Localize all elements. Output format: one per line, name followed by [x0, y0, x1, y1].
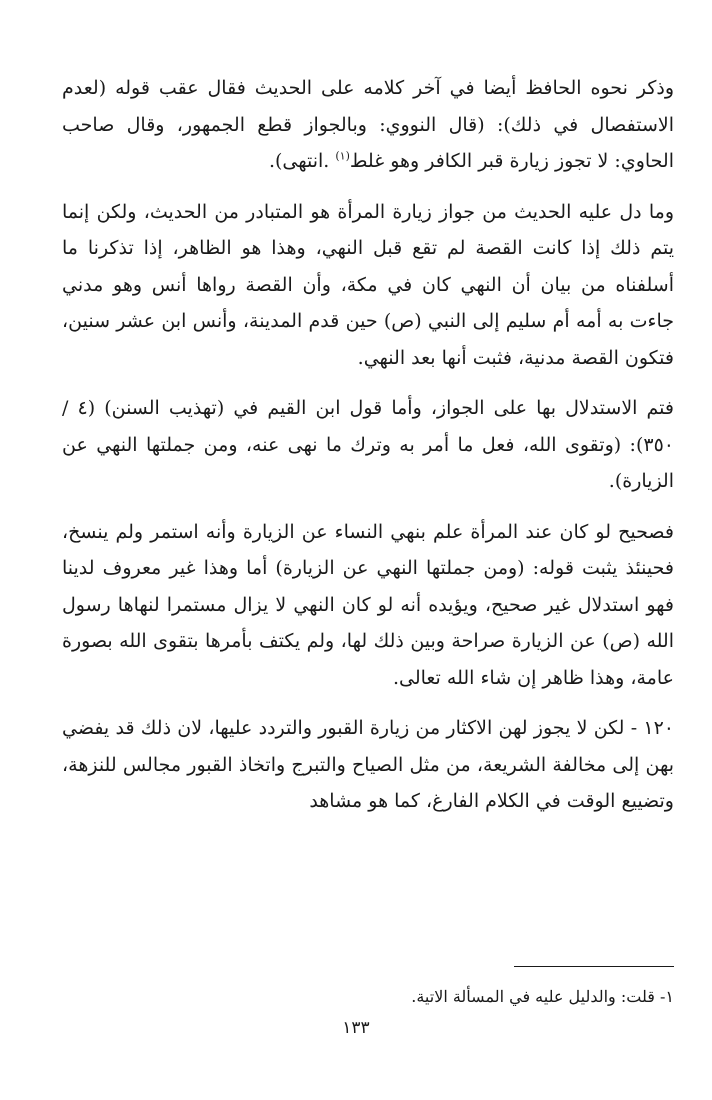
- paragraph-5: ١٢٠ - لكن لا يجوز لهن الاكثار من زيارة القبور والتردد عليها، لان ذلك قد يفضي بهن إلى مخالفة الشريعة، من مثل الصياح والتبرج واتخاذ القبور مجالس للنزهة، وتضييع الوقت في الكلام الفارغ، كما هو مشاهد: [62, 717, 674, 812]
- footnote-separator: [514, 966, 674, 967]
- paragraph-1-end: .انتهى).: [268, 150, 336, 172]
- paragraph-2: وما دل عليه الحديث من جواز زيارة المرأة هو المتبادر من الحديث، ولكن إنما يتم ذلك إذا كانت القصة لم تقع قبل النهي، وهذا هو الظاهر، إذا تذكرنا ما أسلفناه من بيان أن النهي كان في مكة، وأن القصة رواها أنس وهو مدني جاءت به أمه أم سليم إلى النبي (ص) حين قدم المدينة، وأنس ابن عشر سنين، فتكون القصة مدنية، فثبت أنها بعد النهي.: [62, 200, 674, 369]
- paragraph-1: [62, 70, 674, 180]
- paragraph-3: فتم الاستدلال بها على الجواز، وأما قول ابن القيم في (تهذيب السنن) (٤ / ٣٥٠): (وتقوى الله، فعل ما أمر به وترك ما نهى عنه، ومن جملتها النهي عن الزيارة).: [62, 397, 674, 492]
- paragraph-1-text: وذكر نحوه الحافظ أيضا في آخر كلامه على الحديث فقال عقب قوله (لعدم الاستفصال في ذلك): (قال النووي: وبالجواز قطع الجمهور، وقال صاحب الحاوي: لا تجوز زيارة قبر الكافر وهو غلط: [62, 77, 674, 172]
- paragraph-4: فصحيح لو كان عند المرأة علم بنهي النساء عن الزيارة وأنه استمر ولم ينسخ، فحينئذ يثبت قوله: (ومن جملتها النهي عن الزيارة) أما وهذا غير معروف لدينا فهو استدلال غير صحيح، ويؤيده أنه لو كان النهي لا يزال مستمرا لنهاها رسول الله (ص) عن الزيارة صراحة وبين ذلك لها، ولم يكتف بأمرها بتقوى الله بصورة عامة، وهذا ظاهر إن شاء الله تعالى.: [62, 520, 674, 689]
- page-number: ١٣٣: [342, 1018, 370, 1038]
- body-text: [62, 70, 674, 834]
- footnote: ١- قلت: والدليل عليه في المسألة الاتية.: [411, 987, 674, 1006]
- footnote-reference: (١): [335, 149, 350, 163]
